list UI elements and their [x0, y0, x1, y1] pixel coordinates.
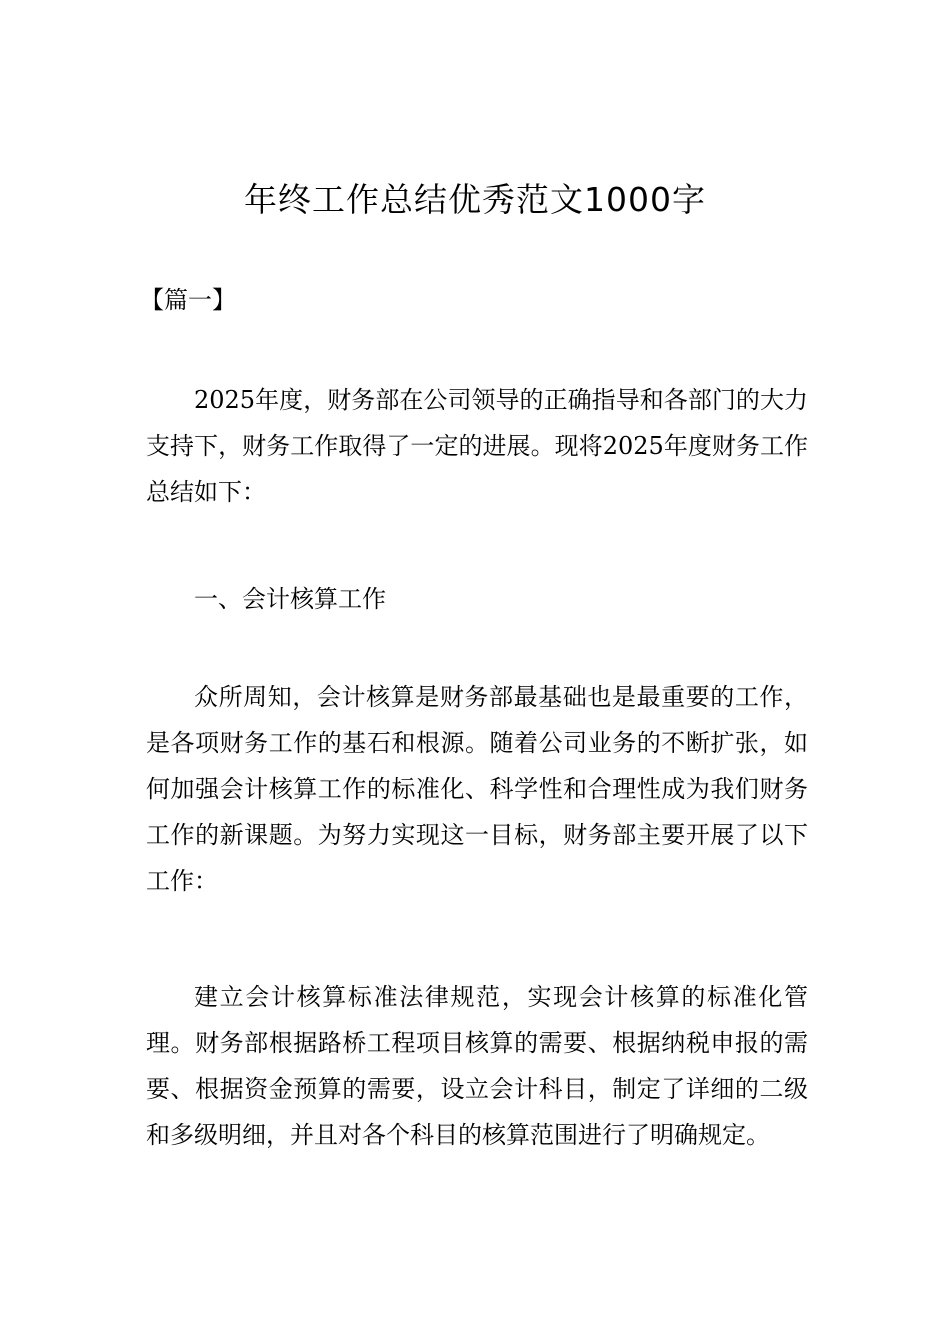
paragraph-heading-accounting: 一、会计核算工作 [194, 585, 386, 613]
document-title: 年终工作总结优秀范文1000字 [244, 180, 706, 219]
paragraph-accounting-overview: 众所周知，会计核算是财务部最基础也是最重要的工作，是各项财务工作的基石和根源。随着公司业务的不断扩张，如何加强会计核算工作的标准化、科学性和合理性成为我们财务工作的新课题。为努力实现这一目标，财务部主要开展了以下工作： [146, 683, 808, 895]
paragraph-intro: 2025年度，财务部在公司领导的正确指导和各部门的大力支持下，财务工作取得了一定的进展。现将2025年度财务工作总结如下： [146, 386, 808, 506]
section-label: 【篇一】 [140, 286, 236, 314]
paragraph-accounting-standards: 建立会计核算标准法律规范，实现会计核算的标准化管理。财务部根据路桥工程项目核算的需要、根据纳税申报的需要、根据资金预算的需要，设立会计科目，制定了详细的二级和多级明细，并且对各个科目的核算范围进行了明确规定。 [146, 983, 808, 1149]
